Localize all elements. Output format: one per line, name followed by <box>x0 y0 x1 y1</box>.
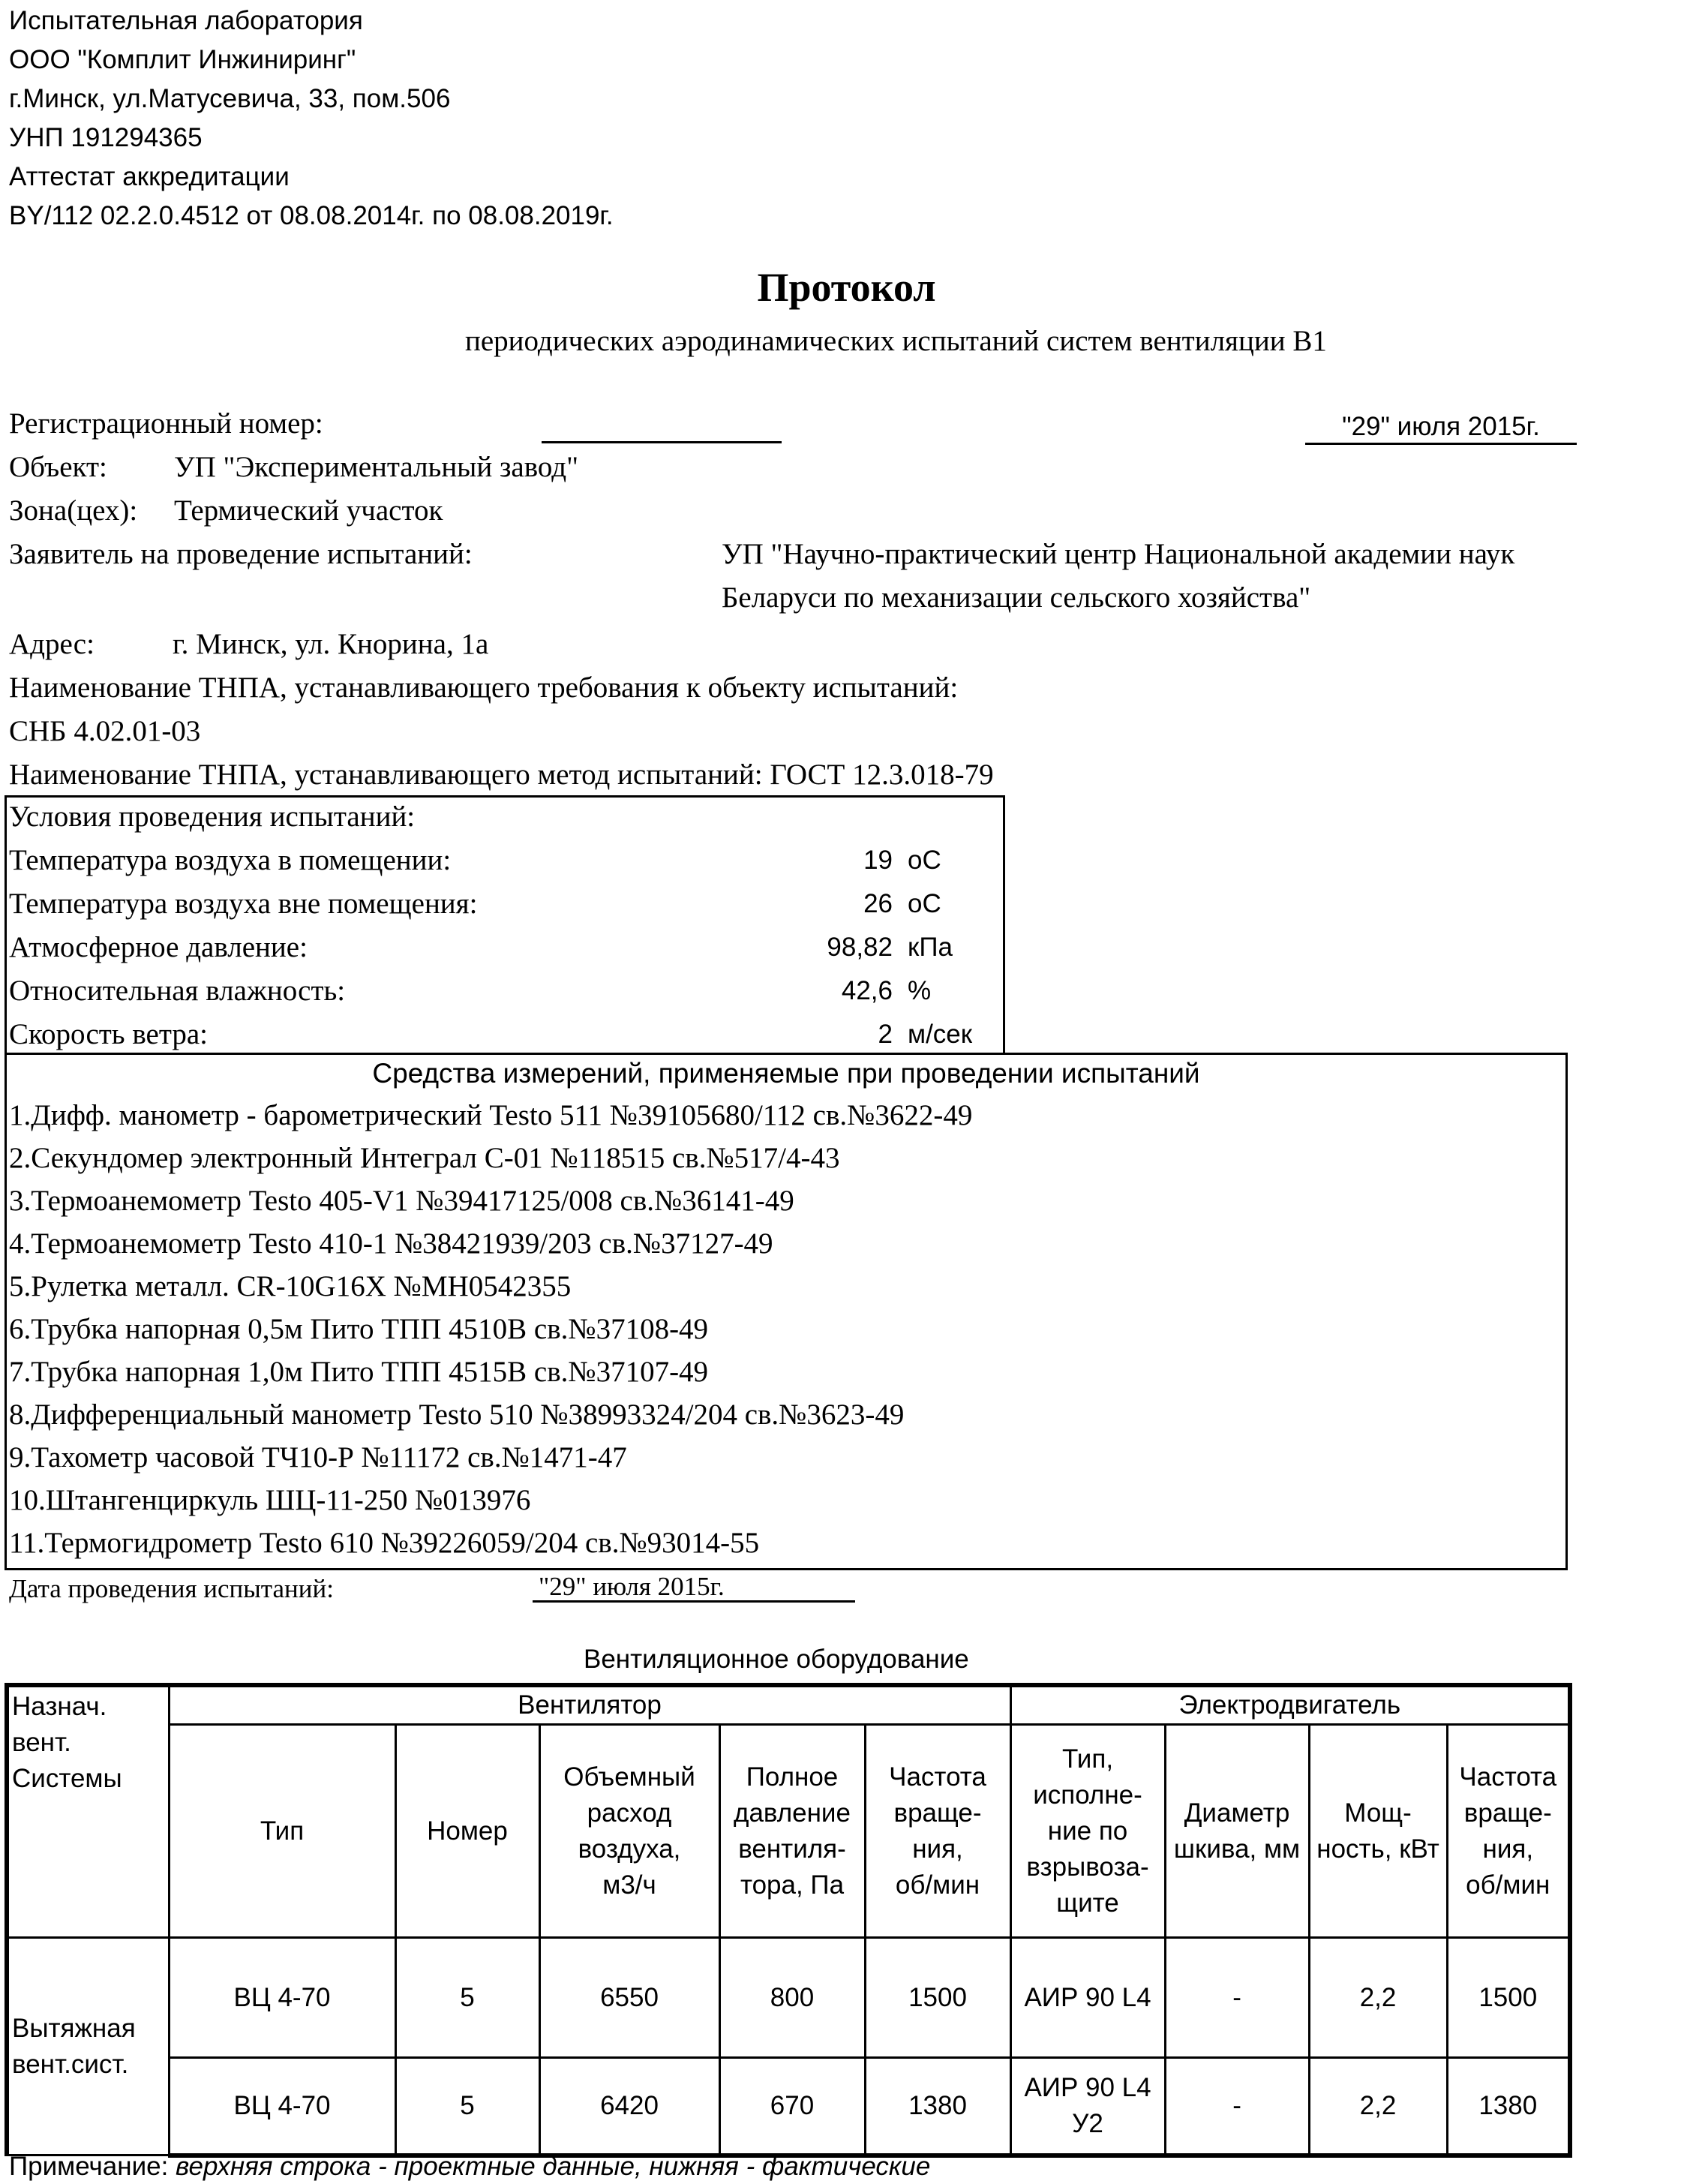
tnpa-method: Наименование ТНПА, устанавливающего метод испытаний: ГОСТ 12.3.018-79 <box>9 759 994 791</box>
lab-line: ООО "Комплит Инжиниринг" <box>9 45 356 74</box>
table-cell: 1380 <box>1447 2058 1570 2155</box>
condition-unit: оС <box>908 846 941 875</box>
note <box>9 2152 930 2182</box>
reg-date: "29" июля 2015г. <box>1305 411 1577 445</box>
lab-header <box>9 2 614 236</box>
instrument-item: 1.Дифф. манометр - барометрический Testo 511 №39105680/112 св.№3622-49 <box>9 1099 973 1131</box>
equipment-caption: Вентиляционное оборудование <box>584 1645 969 1674</box>
instrument-item: 4.Термоанемометр Testo 410-1 №38421939/203 св.№37127-49 <box>9 1227 773 1260</box>
condition-unit: кПа <box>908 933 953 962</box>
condition-value: 42,6 <box>841 976 893 1005</box>
lab-line: Аттестат аккредитации <box>9 162 290 191</box>
condition-label: Атмосферное давление: <box>9 931 308 963</box>
table-cell: 1500 <box>1447 1938 1570 2058</box>
system-name: Вытяжная вент.сист. <box>7 1938 169 2155</box>
header-fan-speed: Частота враще- ния, об/мин <box>865 1725 1010 1938</box>
instrument-item: 6.Трубка напорная 0,5м Пито ТПП 4510В св.№37108-49 <box>9 1313 709 1345</box>
condition-label: Относительная влажность: <box>9 975 346 1007</box>
note-text: верхняя строка - проектные данные, нижняя - фактические <box>176 2152 931 2181</box>
instrument-item: 7.Трубка напорная 1,0м Пито ТПП 4515В св.№37107-49 <box>9 1356 709 1388</box>
table-cell: 2,2 <box>1309 2058 1447 2155</box>
header-motor-group: Электродвигатель <box>1010 1685 1570 1725</box>
table-cell: ВЦ 4-70 <box>169 1938 395 2058</box>
header-pulley-diameter: Диаметр шкива, мм <box>1165 1725 1309 1938</box>
table-cell: АИР 90 L4 У2 <box>1010 2058 1165 2155</box>
instrument-item: 8.Дифференциальный манометр Testo 510 №38993324/204 св.№3623-49 <box>9 1398 905 1431</box>
header-motor-type: Тип, исполне- ние по взрывоза- щите <box>1010 1725 1165 1938</box>
lab-line: г.Минск, ул.Матусевича, 33, пом.506 <box>9 84 451 113</box>
condition-label: Скорость ветра: <box>9 1018 209 1050</box>
lab-line: BY/112 02.2.0.4512 от 08.08.2014г. по 08.08.2019г. <box>9 201 614 230</box>
address-value: г. Минск, ул. Кнорина, 1а <box>173 628 489 660</box>
instrument-item: 2.Секундомер электронный Интеграл С-01 №118515 св.№517/4-43 <box>9 1142 840 1174</box>
conditions-box <box>5 795 1005 1055</box>
table-cell: 5 <box>395 1938 539 2058</box>
zone-label: Зона(цех): <box>9 494 138 527</box>
table-cell: 6550 <box>539 1938 719 2058</box>
equipment-table <box>5 1683 1572 2158</box>
zone-value: Термический участок <box>174 494 443 527</box>
condition-value: 2 <box>878 1020 893 1049</box>
instrument-item: 11.Термогидрометр Testo 610 №39226059/204 св.№93014-55 <box>9 1527 760 1559</box>
tnpa-requirements-value: СНБ 4.02.01-03 <box>9 715 201 747</box>
header-fan-type: Тип <box>169 1725 395 1938</box>
table-cell: 670 <box>719 2058 865 2155</box>
reg-number-blank <box>542 411 782 443</box>
condition-value: 26 <box>863 889 893 918</box>
test-date-label: Дата проведения испытаний: <box>9 1574 334 1603</box>
instrument-item: 10.Штангенциркуль ШЦ-11-250 №013976 <box>9 1484 531 1516</box>
header-air-flow: Объемный расход воздуха, м3/ч <box>539 1725 719 1938</box>
table-cell: 5 <box>395 2058 539 2155</box>
lab-line: Испытательная лаборатория <box>9 6 363 35</box>
header-purpose: Назнач. вент. Системы <box>7 1685 169 1938</box>
condition-unit: м/сек <box>908 1020 973 1049</box>
header-fan-number: Номер <box>395 1725 539 1938</box>
reg-label: Регистрационный номер: <box>9 407 323 440</box>
object-value: УП "Экспериментальный завод" <box>174 451 579 483</box>
table-cell: 1380 <box>865 2058 1010 2155</box>
table-cell: 6420 <box>539 2058 719 2155</box>
header-motor-speed: Частота враще- ния, об/мин <box>1447 1725 1570 1938</box>
table-cell: - <box>1165 2058 1309 2155</box>
applicant-line2: Беларуси по механизации сельского хозяйства" <box>722 581 1311 614</box>
condition-unit: оС <box>908 889 941 918</box>
table-cell: - <box>1165 1938 1309 2058</box>
test-date-value: "29" июля 2015г. <box>533 1571 855 1603</box>
table-cell: 1500 <box>865 1938 1010 2058</box>
table-cell: ВЦ 4-70 <box>169 2058 395 2155</box>
table-cell: 800 <box>719 1938 865 2058</box>
note-label: Примечание: <box>9 2152 169 2181</box>
page-title: Протокол <box>757 265 936 310</box>
applicant-label: Заявитель на проведение испытаний: <box>9 538 473 570</box>
applicant-line1: УП "Научно-практический центр Национальной академии наук <box>722 538 1515 570</box>
condition-value: 19 <box>863 846 893 875</box>
address-label: Адрес: <box>9 628 95 660</box>
tnpa-requirements-label: Наименование ТНПА, устанавливающего требования к объекту испытаний: <box>9 671 959 704</box>
conditions-heading: Условия проведения испытаний: <box>9 801 416 833</box>
instruments-heading: Средства измерений, применяемые при проведении испытаний <box>372 1058 1200 1089</box>
header-total-pressure: Полное давление вентиля- тора, Па <box>719 1725 865 1938</box>
condition-unit: % <box>908 976 932 1005</box>
instrument-item: 9.Тахометр часовой ТЧ10-Р №11172 св.№1471-47 <box>9 1441 627 1474</box>
condition-label: Температура воздуха вне помещения: <box>9 888 478 920</box>
instrument-item: 5.Рулетка металл. CR-10G16X №MH0542355 <box>9 1270 572 1302</box>
table-cell: АИР 90 L4 <box>1010 1938 1165 2058</box>
header-fan-group: Вентилятор <box>169 1685 1010 1725</box>
condition-label: Температура воздуха в помещении: <box>9 844 452 876</box>
page-subtitle: периодических аэродинамических испытаний систем вентиляции В1 <box>465 325 1327 357</box>
instrument-item: 3.Термоанемометр Testo 405-V1 №39417125/008 св.№36141-49 <box>9 1185 794 1217</box>
object-label: Объект: <box>9 451 107 483</box>
condition-value: 98,82 <box>827 933 893 962</box>
table-cell: 2,2 <box>1309 1938 1447 2058</box>
header-power: Мощ- ность, кВт <box>1309 1725 1447 1938</box>
lab-line: УНП 191294365 <box>9 123 203 152</box>
